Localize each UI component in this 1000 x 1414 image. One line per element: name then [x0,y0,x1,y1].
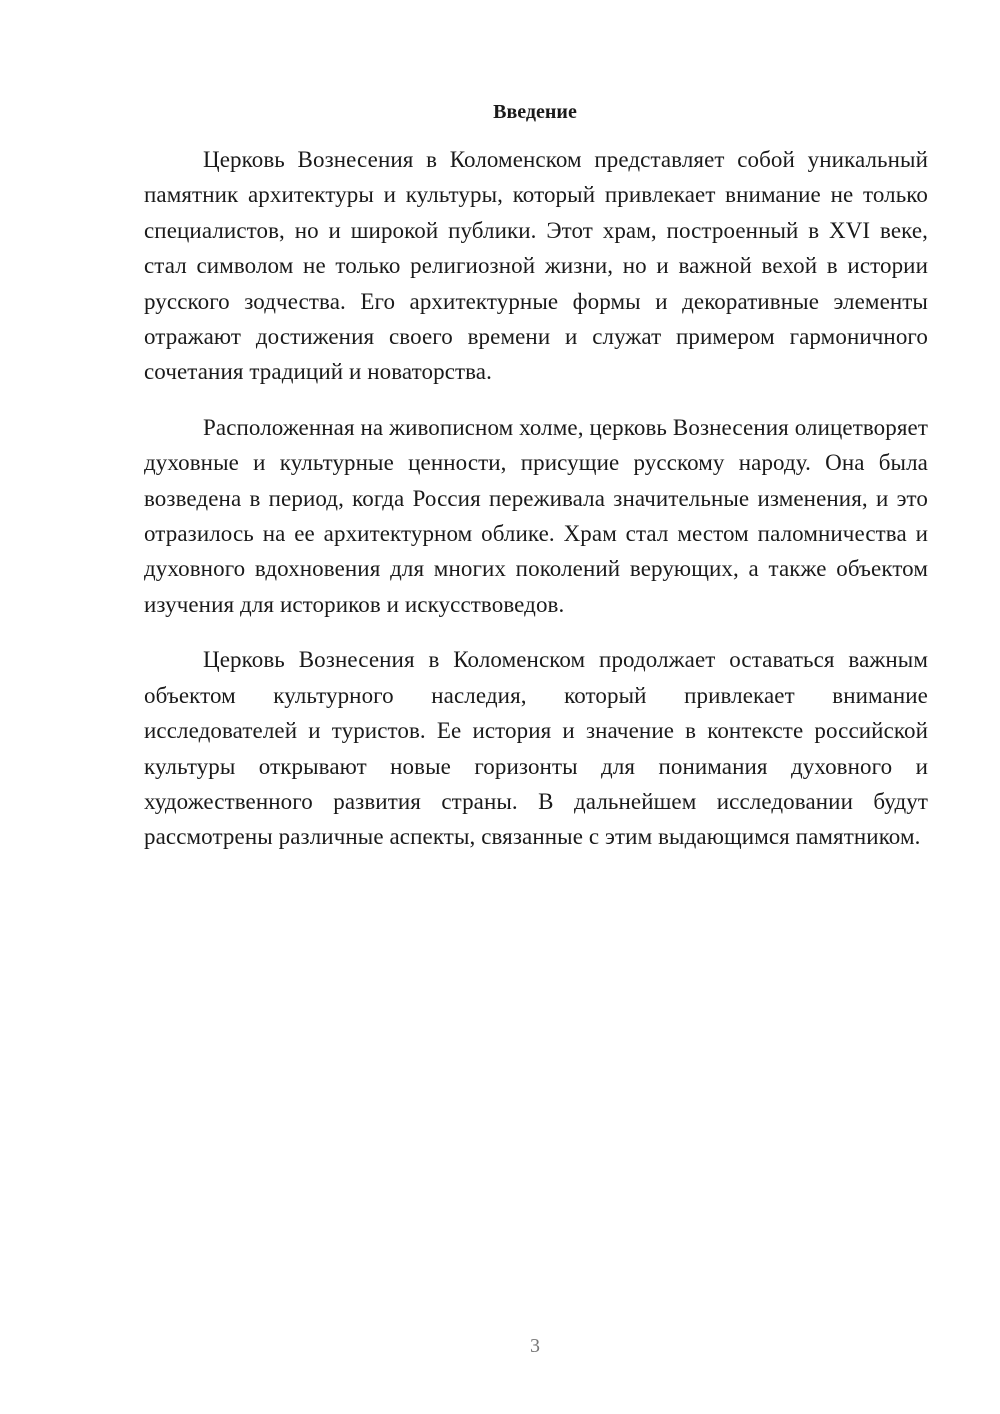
section-heading: Введение [493,101,577,123]
body-text [144,142,928,875]
paragraph-3: Церковь Вознесения в Коломенском продолжает оставаться важным объектом культурного наследия, который привлекает внимание исследователей и туристов. Ее история и значение в контексте российской культуры открывают новые горизонты для понимания духовного и художественного развития страны. В дальнейшем исследовании будут рассмотрены различные аспекты, связанные с этим выдающимся памятником. [144,647,928,850]
page-number: 3 [530,1335,540,1357]
paragraph-2: Расположенная на живописном холме, церковь Вознесения олицетворяет духовные и культурные ценности, присущие русскому народу. Она была возведена в период, когда Россия переживала значительные изменения, и это отразилось на ее архитектурном облике. Храм стал местом паломничества и духовного вдохновения для многих поколений верующих, а также объектом изучения для историков и искусствоведов. [144,414,928,617]
paragraph-1: Церковь Вознесения в Коломенском представляет собой уникальный памятник архитектуры и культуры, который привлекает внимание не только специалистов, но и широкой публики. Этот храм, построенный в XVI веке, стал символом не только религиозной жизни, но и важной вехой в истории русского зодчества. Его архитектурные формы и декоративные элементы отражают достижения своего времени и служат примером гармоничного сочетания традиций и новаторства. [144,147,928,385]
